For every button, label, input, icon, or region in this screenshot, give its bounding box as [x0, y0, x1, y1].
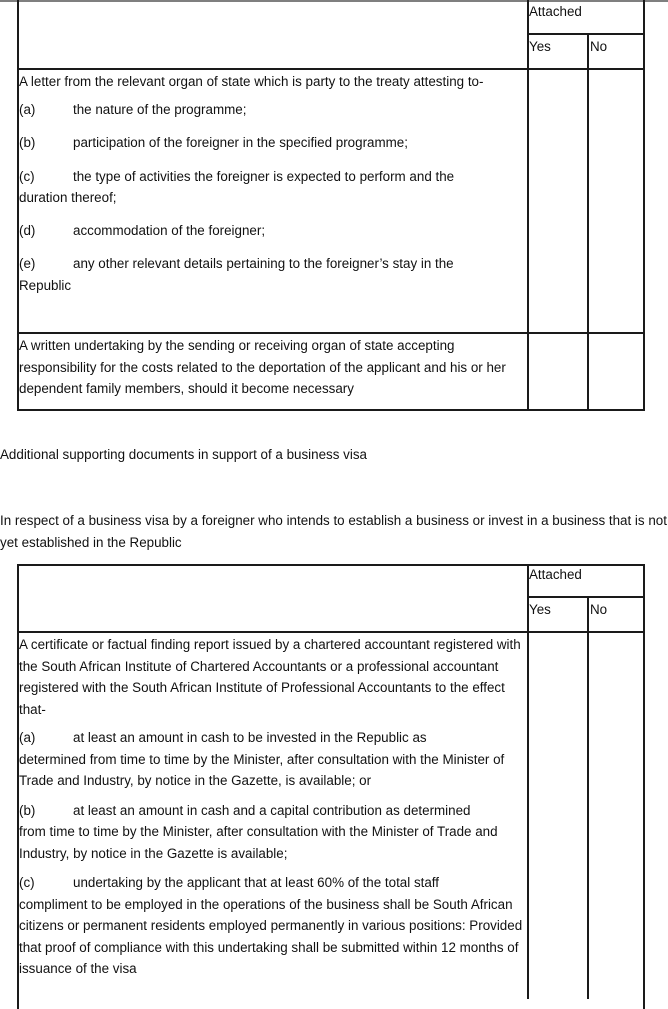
- table-2-hline-header: [17, 631, 643, 633]
- list-item: (a) at least an amount in cash to be invested in the Republic as: [19, 730, 427, 745]
- section-intro: In respect of a business visa by a foreigner who intends to establish a business or invest in a business that is not yet established in the Republic: [0, 513, 667, 550]
- list-item: (e) any other relevant details pertaining to the foreigner’s stay in the: [19, 256, 454, 271]
- table-2-divider-yes-no: [587, 597, 589, 999]
- list-item: (b) participation of the foreigner in the specified programme;: [19, 135, 408, 150]
- list-item-continuation: Republic: [19, 277, 72, 293]
- attached-header: Attached: [529, 567, 582, 582]
- table-2-row-1: [19, 634, 525, 980]
- list-item: (c) undertaking by the applicant that at least 60% of the total staff: [19, 875, 440, 890]
- table-1-hline-header: [17, 68, 643, 70]
- list-item: (d) accommodation of the foreigner;: [19, 222, 266, 238]
- table-1-divider-yes-no: [587, 34, 589, 409]
- yes-header: Yes: [529, 39, 551, 54]
- no-header: No: [590, 39, 608, 54]
- list-item: (c) the type of activities the foreigner is expected to perform and the: [19, 168, 455, 184]
- table-1-row-1: [19, 71, 527, 296]
- table-1-hline-attached: [527, 33, 643, 35]
- no-header: No: [590, 602, 608, 617]
- list-item-continuation: from time to time by the Minister, after consultation with the Minister of Trade and Industry, by notice in the Gazette is available;: [19, 824, 498, 861]
- attached-header: Attached: [529, 4, 582, 19]
- table-1-hline-row: [17, 332, 643, 334]
- list-item-continuation: duration thereof;: [19, 190, 117, 205]
- yes-header: Yes: [529, 602, 551, 617]
- row-1-intro: A letter from the relevant organ of state which is party to the treaty attesting to-: [19, 74, 484, 89]
- table-1-row-2: A written undertaking by the sending or receiving organ of state accepting responsibility for the costs related to the deportation of the applicant and his or her dependent family members, should it become necessary: [19, 338, 506, 396]
- row-intro: A certificate or factual finding report issued by a chartered accountant registered with the South African Institute of Chartered Accountants or a professional accountant registered with the South African Institute of Professional Accountants to the effect that-: [19, 637, 521, 717]
- list-item: (a) the nature of the programme;: [19, 101, 247, 117]
- list-item-continuation: determined from time to time by the Minister, after consultation with the Minister of Trade and Industry, by notice in the Gazette, is available; or: [19, 751, 505, 788]
- section-heading: Additional supporting documents in support of a business visa: [0, 447, 367, 462]
- list-item-continuation: compliment to be employed in the operations of the business shall be South African citizens or permanent residents employed permanently in various positions: Provided that proof of compliance with this undertaking shall be submitted within 12 months of issuance of the visa: [19, 896, 523, 976]
- table-2-hline-attached: [527, 596, 643, 598]
- list-item: (b) at least an amount in cash and a capital contribution as determined: [19, 802, 471, 818]
